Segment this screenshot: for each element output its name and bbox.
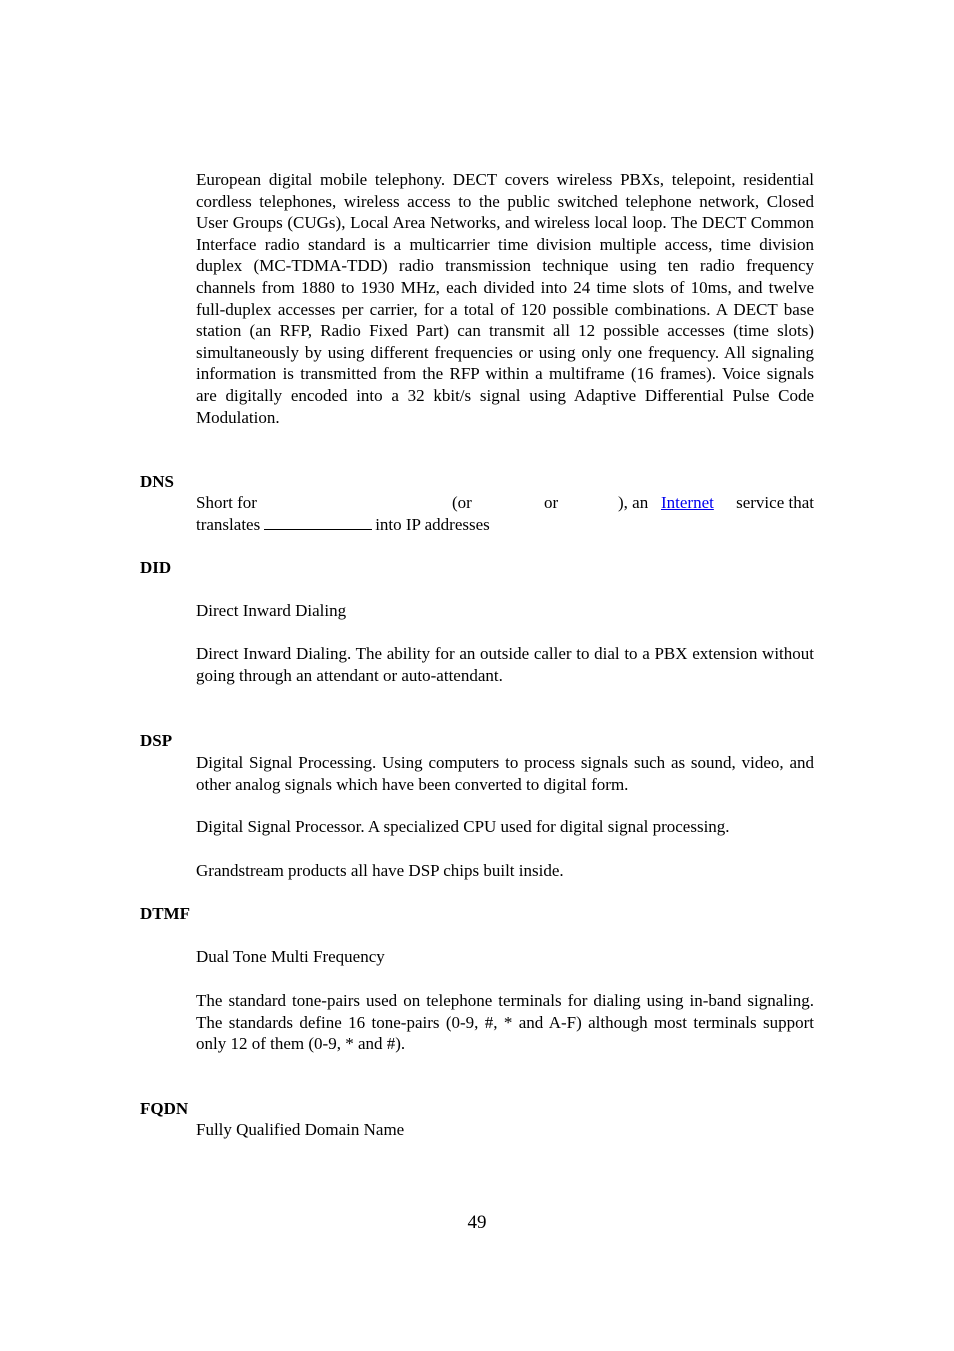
term-dsp: DSP bbox=[140, 731, 173, 750]
dsp-note: Grandstream products all have DSP chips built inside. bbox=[196, 861, 564, 880]
dns-text-or-open: (or bbox=[452, 493, 472, 512]
did-definition: Direct Inward Dialing. The ability for an outside caller to dial to a PBX extension without going through an attendant or auto-attendant. bbox=[196, 644, 814, 685]
dns-text-or: or bbox=[544, 493, 559, 512]
term-dtmf: DTMF bbox=[140, 904, 191, 923]
dns-definition-line1 bbox=[196, 492, 814, 514]
term-did: DID bbox=[140, 558, 172, 577]
dns-text-into-ip: into IP addresses bbox=[375, 515, 490, 534]
dtmf-expansion: Dual Tone Multi Frequency bbox=[196, 947, 385, 966]
dns-definition-line2 bbox=[196, 514, 814, 536]
dns-text-an: ), an bbox=[618, 493, 649, 512]
dsp-definition-processor: Digital Signal Processor. A specialized CPU used for digital signal processing. bbox=[196, 817, 730, 836]
dsp-definition-processing: Digital Signal Processing. Using computers to process signals such as sound, video, and other analog signals which have been converted to digital form. bbox=[196, 753, 814, 794]
term-fqdn: FQDN bbox=[140, 1099, 189, 1118]
dns-text-service-that: service that bbox=[736, 493, 814, 512]
did-expansion: Direct Inward Dialing bbox=[196, 601, 347, 620]
internet-link[interactable]: Internet bbox=[661, 493, 714, 512]
page-number: 49 bbox=[467, 1212, 487, 1233]
dect-definition: European digital mobile telephony. DECT covers wireless PBXs, telepoint, residential cordless telephones, wireless access to the public switched telephone network, Closed User Groups (CUGs), Local Area Networks, and wireless local loop. The DECT Common Interface radio standard is a multicarrier time division multiple access, time division duplex (MC-TDMA-TDD) radio transmission technique using ten radio frequency channels from 1880 to 1930 MHz, each divided into 24 time slots of 10ms, and twelve full-duplex accesses per carrier, for a total of 120 possible combinations. A DECT base station (an RFP, Radio Fixed Part) can transmit all 12 possible accesses (time slots) simultaneously by using different frequencies or using only one frequency. All signaling information is transmitted from the RFP within a multiframe (16 frames). Voice signals are digitally encoded into a 32 kbit/s signal using Adaptive Differential Pulse Code Modulation. bbox=[196, 170, 814, 427]
dtmf-definition: The standard tone-pairs used on telephone terminals for dialing using in-band signaling. The standards define 16 tone-pairs (0-9, #, * and A-F) although most terminals support only 12 of them (0-9, * and #). bbox=[196, 991, 814, 1054]
dns-text-short-for: Short for bbox=[196, 493, 257, 512]
term-dns: DNS bbox=[140, 472, 175, 491]
dns-blank-underline bbox=[264, 515, 372, 530]
dns-text-translates: translates bbox=[196, 515, 261, 534]
fqdn-expansion: Fully Qualified Domain Name bbox=[196, 1120, 405, 1139]
